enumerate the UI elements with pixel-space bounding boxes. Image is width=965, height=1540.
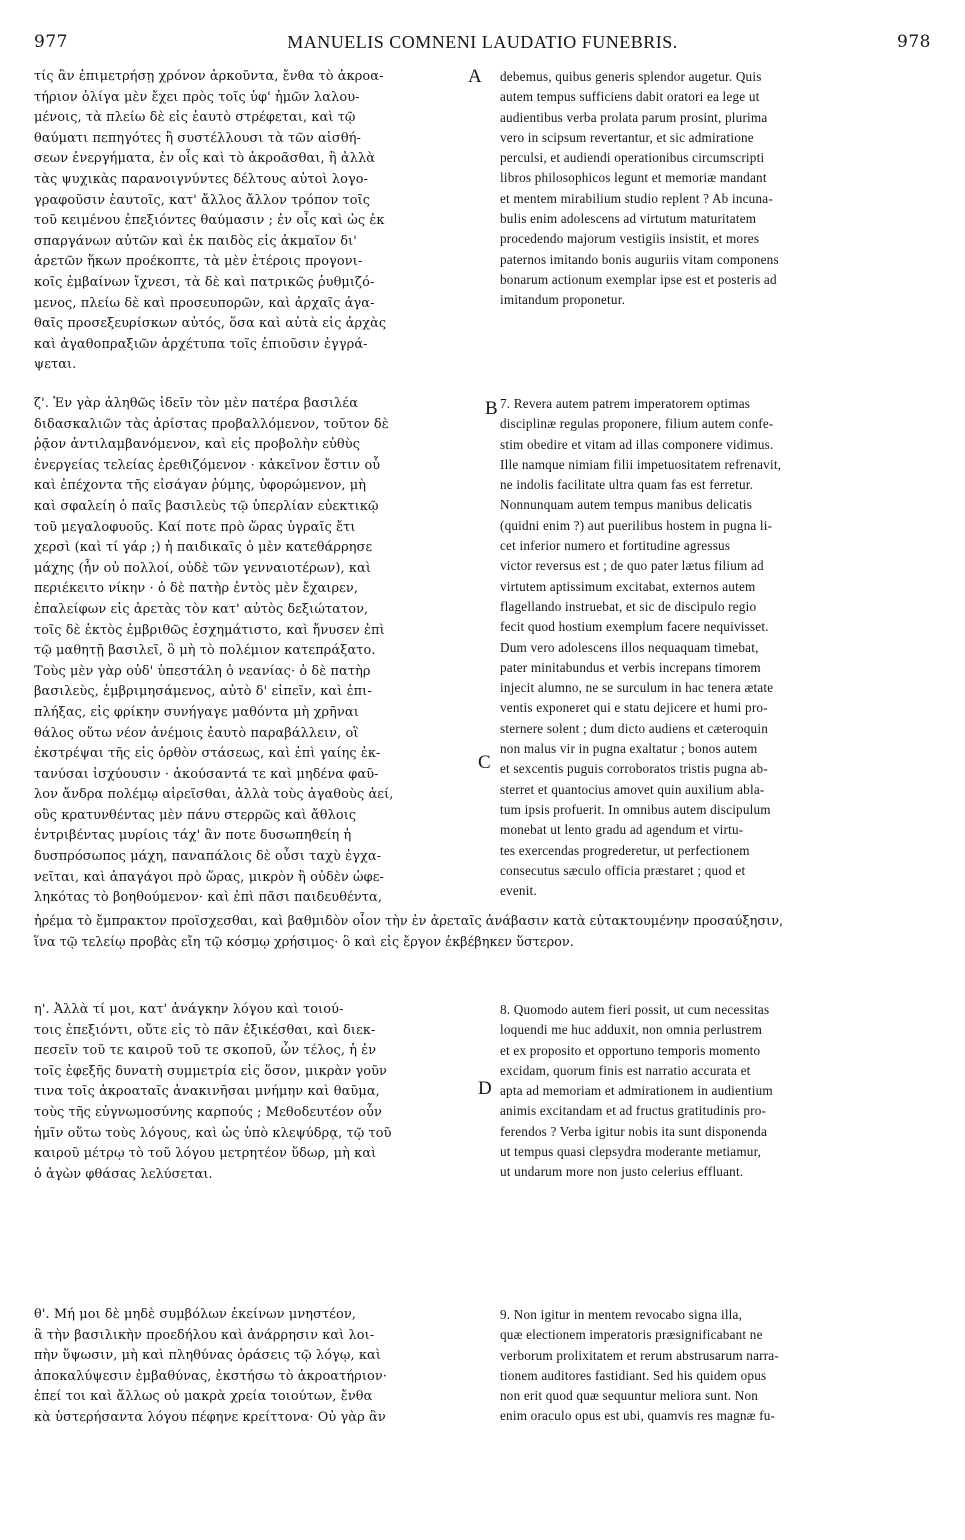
text-line: imitandum proponetur.: [500, 292, 626, 308]
text-line: debemus, quibus generis splendor augetur. Quis: [500, 69, 762, 84]
text-line: disciplinæ regulas proponere, filium autem confe-: [500, 416, 774, 432]
text-line: cet inferior numero et fortitudine agressus: [500, 538, 731, 554]
page-number-left: 977: [34, 32, 68, 52]
text-line: ἀποκαλύψεσιν ἐμβαθύνας, ἐκστήσω τὸ ἀκροατήριον·: [34, 1368, 387, 1384]
full-width-paragraph: [34, 912, 934, 953]
text-line: ῥᾷον ἀντιλαμβανόμενον, καὶ εἰς προβολὴν εὐθὺς: [34, 437, 361, 453]
text-line: ὁ ἀγὼν φθάσας λελύσεται.: [34, 1166, 213, 1182]
text-line: διδασκαλιῶν τὰς ἀρίστας προβαλλόμενον, τοῦτον δὲ: [34, 416, 389, 432]
text-line: πὴν ὕψωσιν, μὴ καὶ πληθύνας ὁράσεις τῷ λόγῳ, καὶ: [34, 1348, 381, 1364]
text-line: 8. Quomodo autem fieri possit, ut cum necessitas: [500, 1002, 770, 1017]
text-line: τοῦ κειμένου ἐπεξιόντες θαύμασιν ; ἐν οἷς καὶ ὡς ἐκ: [34, 213, 385, 229]
text-line: et ex proposito et opportuno temporis momento: [500, 1042, 761, 1058]
text-line: perculsi, et audiendi operationibus circumscripti: [500, 150, 765, 166]
text-line: ferendos ? Verba igitur nobis ita sunt disponenda: [500, 1123, 768, 1139]
text-line: τινα τοῖς ἀκροαταῖς ἀνακινῆσαι μνήμην καὶ θαῦμα,: [34, 1084, 380, 1100]
text-line: Τοὺς μὲν γὰρ οὐδ' ὑπεστάλη ὁ νεανίας· ὁ δὲ πατὴρ: [34, 663, 371, 679]
text-line: γραφοῦσιν ἑαυτοῖς, κατ' ἄλλος ἄλλον τρόπον τοῖς: [34, 192, 371, 208]
text-line: περιέκειτο νίκην · ὁ δὲ πατὴρ ἐντὸς μὲν ἔχαιρεν,: [34, 581, 359, 597]
text-line: καιροῦ μέτρῳ τὸ τοῦ λόγου μετρητέον ὕδωρ, μὴ καὶ: [34, 1146, 377, 1162]
text-line: verborum prolixitatem et rerum abstrusarum narra-: [500, 1347, 779, 1363]
text-line: καὶ ἀγαθοπραξιῶν ἀρχέτυπα τοῖς ἐπιοῦσιν ἐγγρά-: [34, 336, 368, 352]
text-line: ληκότας τὸ βοηθούμενον· καὶ ἐπὶ πᾶσι παιδευθέντα,: [34, 890, 383, 906]
text-line: καὶ ἐπέχοντα τῆς εἰσάγαν ῥύμης, ὑφορώμενον, μὴ: [34, 478, 367, 494]
text-line: quæ electionem imperatoris præsignificabant ne: [500, 1327, 763, 1343]
text-line: ψεται.: [34, 357, 77, 373]
margin-marker-a: A: [468, 66, 482, 87]
text-line: ἵνα τῷ τελείῳ προβὰς εἴη τῷ κόσμῳ χρήσιμος· ὃ καὶ εἰς ἔργον ἐκβέβηκεν ὕστερον.: [34, 934, 574, 950]
text-line: procedendo majorum vestigiis insistit, et mores: [500, 231, 760, 247]
text-line: ἡμῖν οὕτω τοὺς λόγους, καὶ ὡς ὑπὸ κλεψύδρᾳ, τῷ τοῦ: [34, 1125, 392, 1141]
page-number-right: 978: [897, 32, 931, 52]
text-line: τανύσαι ἰσχύουσιν · ἀκούσαντά τε καὶ μηδένα φαῦ-: [34, 766, 379, 782]
text-line: excidam, quorum finis est narratio accurata et: [500, 1062, 751, 1078]
text-line: bulis enim adolescens ad virtutum maturitatem: [500, 211, 757, 227]
text-line: ζ'. Ἐν γὰρ ἀληθῶς ἰδεῖν τὸν μὲν πατέρα βασιλέα: [34, 396, 358, 411]
text-line: ἠρέμα τὸ ἔμπρακτον προϊσχεσθαι, καὶ βαθμιδὸν οἷον τὴν ἐν ἀρεταῖς ἀνάβασιν κατὰ εὐτακτουμένην προσαύξησιν,: [34, 914, 784, 929]
text-line: ἀρετῶν ἥκων προέκοπτε, τὰ μὲν ἑτέροις προγονι-: [34, 254, 363, 270]
text-line: κοῖς ἐμβαίνων ἴχνεσι, τὰ δὲ καὶ πατρικῶς ῥυθμιζό-: [34, 274, 375, 290]
text-line: ἐντριβέντας μυρίοις τάχ' ἂν ποτε δυσωπηθείη ἡ: [34, 828, 352, 844]
text-line: evenit.: [500, 883, 537, 899]
text-line: χερσὶ (καὶ τί γάρ ;) ἡ παιδικαῖς ὁ μὲν κατεθάρρησε: [34, 540, 373, 556]
text-line: tes exercendas progrederetur, ut perfectionem: [500, 842, 750, 858]
text-line: τὰς ψυχικὰς παρανοιγνύντες δέλτους αὐτοὶ λογο-: [34, 171, 369, 187]
text-line: fecit quod hostium exemplum facere nequivisset.: [500, 619, 769, 635]
text-line: flagellando instruebat, et sic de discipulo regio: [500, 598, 757, 614]
text-line: consecutus sæculo officia præstaret ; quod et: [500, 862, 746, 878]
running-title: MANUELIS COMNENI LAUDATIO FUNEBRIS.: [287, 32, 678, 52]
text-line: οὓς κρατυνθέντας μὲν πάνυ στερρῶς καὶ ἄθλοις: [34, 807, 357, 823]
text-line: Nonnunquam autem tempus manibus delicatis: [500, 497, 753, 513]
text-line: non erit quod quæ sequuntur meliora sunt. Non: [500, 1388, 759, 1404]
text-line: ἐκστρέψαι τῆς εἰς ὀρθὸν στάσεως, καὶ ἐπὶ γαίης ἐκ-: [34, 746, 381, 762]
text-line: (quidni enim ?) aut puerilibus hostem in pugna li-: [500, 517, 773, 533]
text-line: Ille namque nimiam filii impetuositatem refrenavit,: [500, 456, 782, 472]
text-line: animis excitandam et ad fructus gratitudinis pro-: [500, 1103, 767, 1119]
margin-marker-b: B: [485, 398, 498, 419]
latin-column-section-3: [500, 1000, 932, 1183]
text-line: τῷ μαθητῇ βασιλεῖ, ὃ μὴ τὸ πολέμιον κατεπράξατο.: [34, 643, 376, 659]
text-line: virtutem aptissimum excitabat, externos autem: [500, 578, 756, 594]
text-line: βασιλεὺς, ἐμβριμησάμενος, αὐτὸ δ' εἰπεῖν, καὶ ἐπι-: [34, 684, 372, 700]
text-line: πεσεῖν τοῦ τε καιροῦ τοῦ τε σκοποῦ, ὧν τέλος, ἡ ἐν: [34, 1043, 377, 1059]
text-line: σπαργάνων αὐτῶν καὶ ἐκ παιδὸς εἰς ἀκμαῖον δι': [34, 233, 357, 249]
text-line: victor reversus est ; de quo pater lætus filium ad: [500, 558, 764, 574]
text-line: loquendi me huc adduxit, non omnia perlustrem: [500, 1022, 763, 1038]
latin-column-section-1: [500, 67, 932, 311]
text-line: θαύματι πεπηγότες ἢ συστέλλουσι τὰ τῶν αἰσθή-: [34, 130, 361, 146]
text-line: τοῖς ἐφεξῆς δυνατὴ συμμετρία εἰς ὅσον, μικρὰν γοῦν: [34, 1063, 387, 1079]
text-line: ἐπαλείφων εἰς ἀρετὰς τὸν κατ' αὐτὸς δεξιώτατον,: [34, 601, 369, 617]
text-line: non malus vir in pugna exaltatur ; bonos autem: [500, 741, 758, 757]
text-line: tionem auditores fastidiant. Sed his quidem opus: [500, 1367, 767, 1383]
text-line: κὰ ὑστερήσαντα λόγου πέφηνε κρείττονα· Οὐ γὰρ ἂν: [34, 1409, 386, 1425]
text-line: enim oraculo opus est ubi, quamvis res magnæ fu-: [500, 1408, 776, 1424]
text-line: τήριον ὀλίγα μὲν ἔχει πρὸς τοῖς ὑφ' ἡμῶν λαλου-: [34, 89, 360, 105]
text-line: et sexcentis puguis corroboratos tristis pugna ab-: [500, 761, 768, 777]
text-line: ἐπεί τοι καὶ ἄλλως οὐ μακρὰ χρεία τοιούτων, ἔνθα: [34, 1389, 373, 1405]
greek-column-section-1: [34, 67, 484, 376]
text-line: ἐνεργείας τελείας ἐρεθιζόμενον · κἀκεῖνον ἔστιν οὗ: [34, 457, 381, 473]
text-line: tum ipsis profuerit. In omnibus autem discipulum: [500, 801, 771, 817]
text-line: sterret et quantocius amovet quin auxilium abla-: [500, 781, 765, 797]
text-line: libros philosophicos legunt et memoriæ mandant: [500, 170, 767, 186]
text-line: πλήξας, εἰς φρίκην συνήγαγε μαθόντα μὴ χρῆναι: [34, 704, 359, 720]
text-line: θ'. Μή μοι δὲ μηδὲ συμβόλων ἐκείνων μνηστέον,: [34, 1307, 357, 1322]
text-line: λον ἄνδρα πολέμῳ αἱρεῖσθαι, ἀλλὰ τοὺς ἀγαθοὺς ἀεί,: [34, 787, 394, 803]
text-line: ventis exponeret qui e statu dejicere et humi pro-: [500, 700, 768, 716]
text-line: θάλος οὕτω νέον ἀνέμοις ἑαυτὸ παραβάλλειν, οἳ: [34, 725, 359, 741]
text-line: pater minitabundus et verbis increpans timorem: [500, 659, 761, 675]
text-line: θαῖς προσεξευρίσκων αὐτός, ὅσα καὶ αὐτὰ εἰς ἀρχὰς: [34, 316, 387, 332]
text-line: ἃ τὴν βασιλικὴν προεδήλου καὶ ἀνάρρησιν καὶ λοι-: [34, 1327, 375, 1343]
running-header: [34, 32, 931, 56]
text-line: νεῖται, καὶ ἀπαγάγοι πρὸ ὥρας, μικρὸν ἢ οὐδὲν ὠφε-: [34, 869, 384, 885]
greek-column-section-3: [34, 1000, 484, 1185]
text-line: ut undarum more non justo celerius effluant.: [500, 1164, 744, 1180]
text-line: τοῦ μεγαλοφυοῦς. Καί ποτε πρὸ ὥρας ὑγραῖς ἔτι: [34, 519, 356, 535]
text-line: μάχης (ἦν οὐ πολλοί, οὐδὲ τῶν γενναιοτέρων), καὶ: [34, 560, 371, 576]
text-line: et mentem mirabilium studio replent ? Ab incuna-: [500, 190, 773, 206]
text-line: audientibus verba prolata parum prosint, plurima: [500, 109, 768, 125]
latin-column-section-2: [500, 394, 932, 901]
latin-column-section-4: [500, 1305, 932, 1427]
text-line: sternere solent ; dum dicto audiens et cæteroquin: [500, 720, 768, 736]
text-line: paternos imitando bonis auguriis vitam componens: [500, 251, 779, 267]
greek-column-section-2: [34, 394, 484, 909]
text-line: ut tempus quasi clepsydra moderante metiamur,: [500, 1144, 762, 1160]
text-line: η'. Ἀλλὰ τί μοι, κατ' ἀνάγκην λόγου καὶ τοιού-: [34, 1002, 344, 1017]
text-line: σεων ἐνεργήματα, ἐν οἷς καὶ τὸ ἀκροᾶσθαι, ἢ ἀλλὰ: [34, 151, 376, 167]
text-line: τοὺς τῆς εὐγνωμοσύνης καρπούς ; Μεθοδευτέον οὖν: [34, 1104, 382, 1120]
text-line: vero in scipsum revertantur, et sic admiratione: [500, 129, 754, 145]
text-line: 7. Revera autem patrem imperatorem optimas: [500, 396, 751, 411]
text-line: καὶ σφαλείη ὁ παῖς βασιλεὺς τῷ ὑπερλίαν εὐεκτικῷ: [34, 498, 379, 514]
text-line: τίς ἂν ἐπιμετρήσῃ χρόνον ἀρκοῦντα, ἔνθα τὸ ἀκροα-: [34, 69, 384, 84]
text-line: monebat ut lento gradu ad agendum et virtu-: [500, 822, 744, 838]
text-line: 9. Non igitur in mentem revocabo signa illa,: [500, 1307, 743, 1322]
text-line: Dum vero adolescens illos nequaquam timebat,: [500, 639, 759, 655]
text-line: τοις ἐπεξιόντι, οὔτε εἰς τὸ πᾶν ἐξικέσθαι, καὶ διεκ-: [34, 1022, 376, 1038]
text-line: bonarum actionum exemplar ipse est et posteris ad: [500, 271, 777, 287]
text-line: injecit alumno, ne se surculum in hac tenera ætate: [500, 680, 774, 696]
text-line: μενος, πλείω δὲ καὶ προσευπορῶν, καὶ ἀρχαῖς ἀγα-: [34, 295, 375, 311]
margin-marker-c: C: [478, 752, 491, 773]
margin-marker-d: D: [478, 1078, 492, 1099]
text-line: τοῖς δὲ ἐκτὸς ἐμβριθῶς ἐσχημάτιστο, καὶ ἤνυσεν ἐπὶ: [34, 622, 385, 638]
text-line: stim obedire et vitam ad illas componere vidimus.: [500, 436, 774, 452]
text-line: δυσπρόσωπος μάχη, παναπάλοις δὲ οὖσι ταχὺ ἐγχα-: [34, 849, 382, 865]
text-line: apta ad memoriam et admirationem in audientium: [500, 1083, 773, 1099]
greek-column-section-4: [34, 1305, 484, 1429]
text-line: μένοις, τὰ πλείω δὲ εἰς ἑαυτὸ στρέφεται, καὶ τῷ: [34, 110, 356, 126]
text-line: ne indolis facilitate ultra quam fas est ferretur.: [500, 477, 754, 493]
text-line: autem tempus sufficiens dabit oratori ea lege ut: [500, 89, 760, 105]
